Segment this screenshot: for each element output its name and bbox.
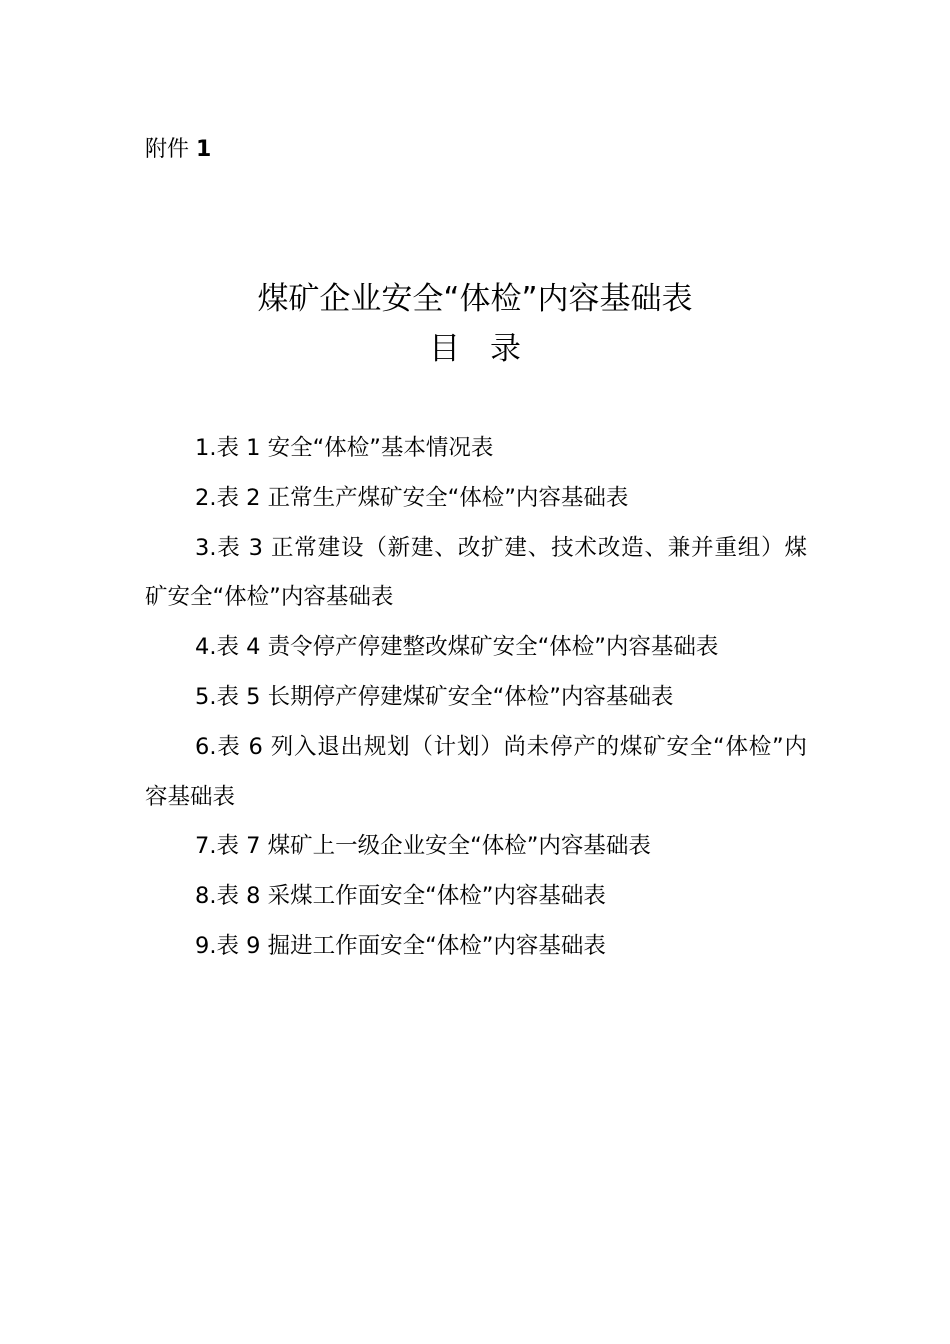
attachment-number: 1 xyxy=(196,137,212,162)
toc-item-8[interactable]: 8.表 8 采煤工作面安全“体检”内容基础表 xyxy=(195,883,606,910)
toc-item-5[interactable]: 5.表 5 长期停产停建煤矿安全“体检”内容基础表 xyxy=(195,683,674,710)
toc-heading: 目录 xyxy=(429,331,551,367)
toc-item-7[interactable]: 7.表 7 煤矿上一级企业安全“体检”内容基础表 xyxy=(195,833,651,860)
attachment-prefix: 附件 xyxy=(145,137,190,162)
table-of-contents xyxy=(145,424,807,972)
toc-item-2[interactable]: 2.表 2 正常生产煤矿安全“体检”内容基础表 xyxy=(195,484,629,511)
toc-item-6[interactable]: 6.表 6 列入退出规划（计划）尚未停产的煤矿安全“体检”内容基础表 xyxy=(145,733,807,810)
toc-item-3[interactable]: 3.表 3 正常建设（新建、改扩建、技术改造、兼并重组）煤矿安全“体检”内容基础表 xyxy=(145,534,807,611)
document-title: 煤矿企业安全“体检”内容基础表 xyxy=(257,281,693,317)
attachment-label xyxy=(145,134,211,166)
toc-item-4[interactable]: 4.表 4 责令停产停建整改煤矿安全“体检”内容基础表 xyxy=(195,634,719,661)
toc-item-9[interactable]: 9.表 9 掘进工作面安全“体检”内容基础表 xyxy=(195,932,606,959)
toc-item-1[interactable]: 1.表 1 安全“体检”基本情况表 xyxy=(195,435,494,461)
